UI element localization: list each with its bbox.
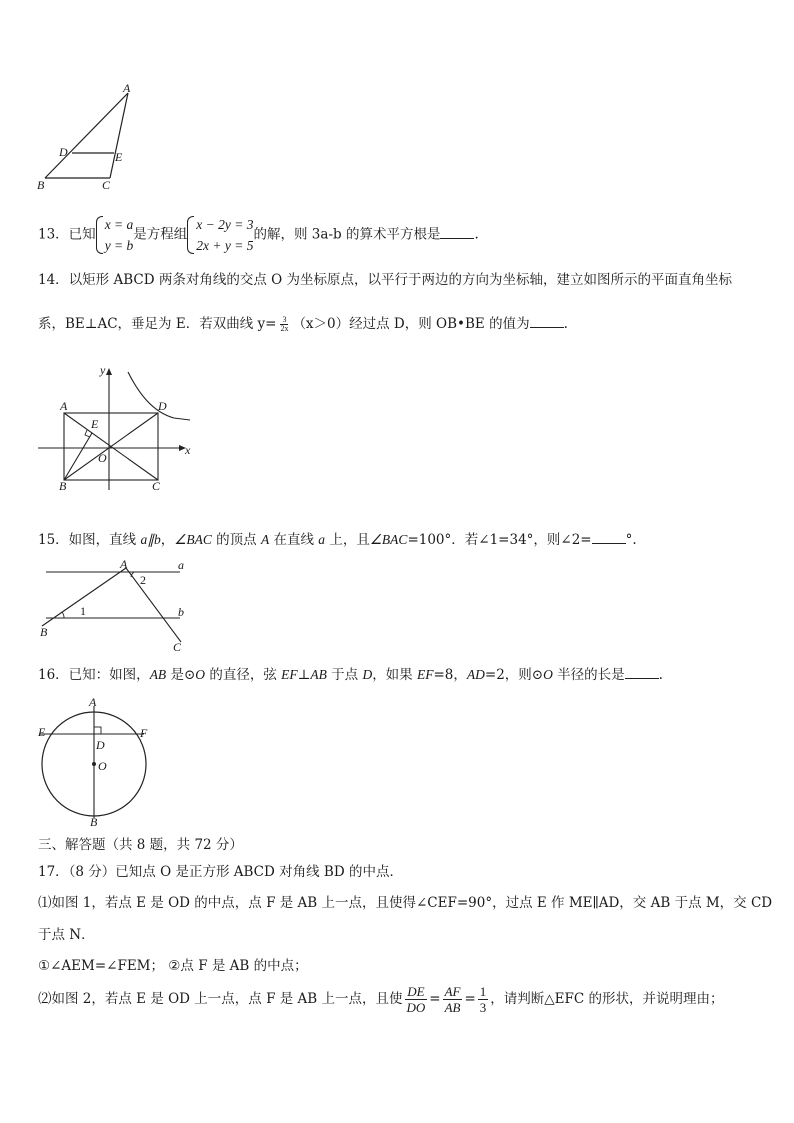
q16-end: . bbox=[658, 667, 663, 683]
label-d: D bbox=[158, 399, 167, 413]
label-c-point: C bbox=[173, 640, 182, 654]
fraction-denominator: 3 bbox=[479, 1000, 487, 1015]
hyperbola-fraction bbox=[278, 316, 290, 333]
label-d: D bbox=[59, 145, 68, 159]
label-e: E bbox=[38, 725, 46, 739]
segment-ac bbox=[110, 93, 128, 178]
q16-ad: AD bbox=[466, 667, 485, 682]
q15-text-5: 上，且 bbox=[325, 532, 370, 548]
q15-text-3: 的顶点 bbox=[211, 532, 261, 548]
question-16 bbox=[38, 665, 663, 685]
question-17-line-1: 17．（8 分）已知点 O 是正方形 ABCD 对角线 BD 的中点． bbox=[38, 864, 403, 880]
q13-middle: 是方程组 bbox=[133, 226, 188, 243]
fraction-numerator: AF bbox=[444, 984, 461, 999]
answer-blank bbox=[440, 226, 474, 239]
segment-ab bbox=[45, 93, 128, 178]
equals-sign: = bbox=[464, 991, 476, 1007]
label-a-point: A bbox=[120, 557, 128, 571]
label-e: E bbox=[91, 417, 99, 431]
q16-text-8: =2，则⊙ bbox=[484, 667, 544, 683]
q17-part2-prefix: ⑵如图 2，若点 E 是 OD 上一点，点 F 是 AB 上一点，且使 bbox=[38, 991, 403, 1007]
q14-suffix: （x＞0）经过点 D，则 OB•BE 的值为 bbox=[292, 316, 530, 332]
label-b-point: B bbox=[40, 625, 48, 639]
question-14-line-2 bbox=[38, 314, 568, 334]
question-14-line-1: 14．以矩形 ABCD 两条对角线的交点 O 为坐标原点，以平行于两边的方向为坐标轴，建立如图所示的平面直角坐标 bbox=[38, 272, 732, 288]
given-row-1: x = a bbox=[104, 217, 134, 232]
fraction-af-ab bbox=[443, 984, 463, 1015]
q13-suffix: 的解，则 3a-b 的算术平方根是 bbox=[253, 226, 441, 243]
q16-text-2: 是⊙ bbox=[166, 667, 196, 683]
equals-sign: = bbox=[429, 991, 441, 1007]
label-b: B bbox=[59, 479, 67, 493]
circle-chord-figure bbox=[34, 694, 159, 829]
question-17-line-4: ①∠AEM=∠FEM； ②点 F 是 AB 的中点； bbox=[38, 958, 308, 974]
q16-text-9: 半径的长是 bbox=[552, 667, 625, 683]
q15-parallel: a∥b bbox=[140, 532, 161, 547]
q15-text-4: 在直线 bbox=[269, 532, 319, 548]
label-e: E bbox=[115, 150, 123, 164]
label-b: B bbox=[90, 815, 98, 829]
q15-line-a: a bbox=[318, 532, 326, 547]
label-line-a: a bbox=[178, 558, 184, 572]
equation-row-1: x − 2y = 3 bbox=[196, 217, 254, 232]
label-a: A bbox=[123, 81, 131, 95]
fraction-numerator: 1 bbox=[479, 984, 487, 999]
q15-angle: ∠BAC bbox=[174, 532, 212, 547]
q13-end: . bbox=[474, 226, 479, 243]
label-o: O bbox=[98, 451, 107, 465]
q17-part2-suffix: ，请判断△EFC 的形状，并说明理由； bbox=[490, 991, 724, 1007]
q16-text-7: =8， bbox=[433, 667, 467, 683]
answer-blank bbox=[530, 315, 564, 328]
q16-text-1: 16．已知：如图， bbox=[38, 667, 150, 683]
equation-row-2: 2x + y = 5 bbox=[196, 238, 254, 253]
q16-o: O bbox=[195, 667, 206, 682]
angle-1-arc bbox=[62, 612, 64, 618]
label-y: y bbox=[100, 363, 106, 377]
q16-ab: AB bbox=[149, 667, 167, 682]
label-c: C bbox=[102, 178, 111, 192]
q15-vertex: A bbox=[260, 532, 270, 547]
given-row-2: y = b bbox=[104, 238, 134, 253]
ray-ac bbox=[126, 568, 181, 642]
q16-text-5: 于点 bbox=[326, 667, 363, 683]
q14-end: . bbox=[563, 316, 568, 332]
question-15 bbox=[38, 530, 637, 550]
q16-text-4: ⊥ bbox=[297, 667, 311, 683]
q16-text-3: 的直径，弦 bbox=[205, 667, 282, 683]
q15-end: °. bbox=[625, 532, 637, 548]
triangle-figure bbox=[34, 80, 144, 195]
given-system bbox=[96, 214, 134, 256]
q16-text-6: ，如果 bbox=[372, 667, 417, 683]
question-13 bbox=[38, 214, 479, 256]
label-b: B bbox=[37, 178, 45, 192]
label-d: D bbox=[96, 738, 105, 752]
segment-be bbox=[64, 433, 92, 480]
label-a: A bbox=[60, 399, 68, 413]
section-heading: 三、解答题（共 8 题，共 72 分） bbox=[38, 837, 243, 853]
q16-ef-2: EF bbox=[416, 667, 434, 682]
parallel-lines-figure bbox=[34, 556, 204, 656]
q15-text-2: ， bbox=[160, 532, 175, 548]
fraction-denominator: DO bbox=[406, 1000, 426, 1015]
fraction-de-do bbox=[405, 984, 428, 1015]
label-c: C bbox=[152, 479, 161, 493]
label-o: O bbox=[98, 759, 107, 773]
q14-prefix: 系，BE⊥AC，垂足为 E．若双曲线 y= bbox=[38, 316, 277, 332]
fraction-numerator: DE bbox=[407, 984, 425, 999]
center-dot bbox=[92, 762, 96, 766]
label-line-b: b bbox=[178, 605, 184, 619]
label-a: A bbox=[89, 695, 97, 709]
q16-o-2: O bbox=[543, 667, 553, 682]
fraction-one-third bbox=[478, 984, 489, 1015]
question-17-line-3: 于点 N． bbox=[38, 927, 95, 943]
label-angle-1: 1 bbox=[80, 604, 86, 618]
q15-text-6: =100°．若∠1=34°，则∠2= bbox=[407, 532, 592, 548]
q16-d: D bbox=[362, 667, 373, 682]
y-axis-arrow bbox=[106, 368, 112, 375]
label-f: F bbox=[140, 726, 148, 740]
q13-prefix: 13．已知 bbox=[38, 226, 96, 243]
question-17-line-5 bbox=[38, 984, 724, 1015]
q16-ef: EF bbox=[281, 667, 298, 682]
right-angle-mark bbox=[94, 727, 101, 734]
q15-text-1: 15．如图，直线 bbox=[38, 532, 141, 548]
question-17-line-2: ⑴如图 1，若点 E 是 OD 的中点，点 F 是 AB 上一点，且使得∠CEF=90°，过点 E 作 ME∥AD，交 AB 于点 M，交 CD bbox=[38, 895, 773, 911]
fraction-numerator: 3 bbox=[282, 315, 287, 324]
label-x: x bbox=[185, 443, 191, 457]
answer-blank bbox=[592, 531, 626, 544]
label-angle-2: 2 bbox=[140, 573, 146, 587]
q16-ab-2: AB bbox=[310, 667, 327, 682]
equation-system bbox=[187, 214, 253, 256]
fraction-denominator: AB bbox=[444, 1000, 461, 1015]
rectangle-coordinate-figure bbox=[34, 362, 204, 497]
q15-angle-2: ∠BAC bbox=[369, 532, 408, 547]
fraction-denominator: 2x bbox=[280, 324, 289, 333]
answer-blank bbox=[625, 666, 659, 679]
